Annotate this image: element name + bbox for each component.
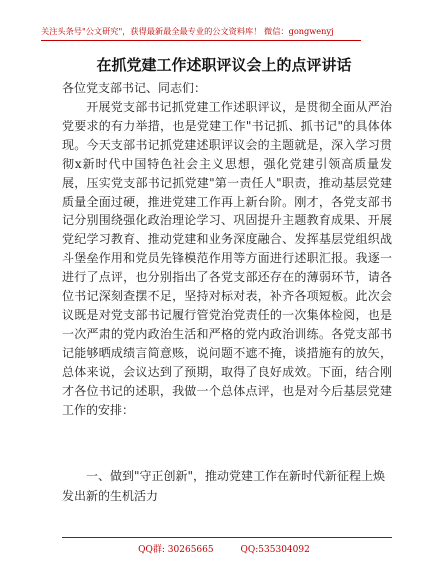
- header-divider: [41, 40, 361, 41]
- header-banner: 关注头条号"公文研究"，获得最新最全最专业的公文资料库！ 微信：gongwenyj: [41, 26, 334, 36]
- footer-qq: QQ:535304092: [240, 545, 310, 555]
- footer-qq-group: QQ群: 30265665: [138, 545, 214, 555]
- body-paragraph-text: 开展党支部书记抓党建工作述职评议，是贯彻全面从严治党要求的有力举措，也是党建工作"书记抓、抓书记"的具体体现。今天支部书记抓党建述职评议会的主题就是，深入学习贯彻x新时代中国特色社会主义思想，强化党建引领高质量发展，压实党支部书记抓党建"第一责任人"职责，推动基层党建质量全面过硬，推进党建工作再上新台阶。刚才，各党支部书记分别围绕强化政治理论学习、巩固提升主题教育成果、开展党纪学习教育、推动党建和业务深度融合、发挥基层党组织战斗堡垒作用和党员先锋模范作用等方面进行述职汇报。我逐一进行了点评，也分别指出了各党支部还存在的薄弱环节，请各位书记深刻查摆不足，坚持对标对表，补齐各项短板。此次会议既是对党支部书记履行管党治党责任的一次集体检阅，也是一次严肃的党内政治生活和严格的党内政治训练。各党支部书记能够晒成绩言简意赅，说问题不遮不掩，谈措施有的放矢，总体来说，会议达到了预期，取得了良好成效。下面，结合刚才各位书记的述职，我做一个总体点评，也是对今后基层党建工作的安排：: [62, 100, 392, 417]
- document-title: 在抓党建工作述职评议会上的点评讲话: [96, 56, 352, 74]
- body-paragraph: [62, 98, 392, 419]
- section-heading-1: 一、做到"守正创新"，推动党建工作在新时代新征程上焕发出新的生机活力: [62, 469, 386, 503]
- footer: [0, 543, 448, 557]
- footer-divider: [62, 537, 392, 538]
- salutation: 各位党支部书记、同志们：: [62, 81, 207, 95]
